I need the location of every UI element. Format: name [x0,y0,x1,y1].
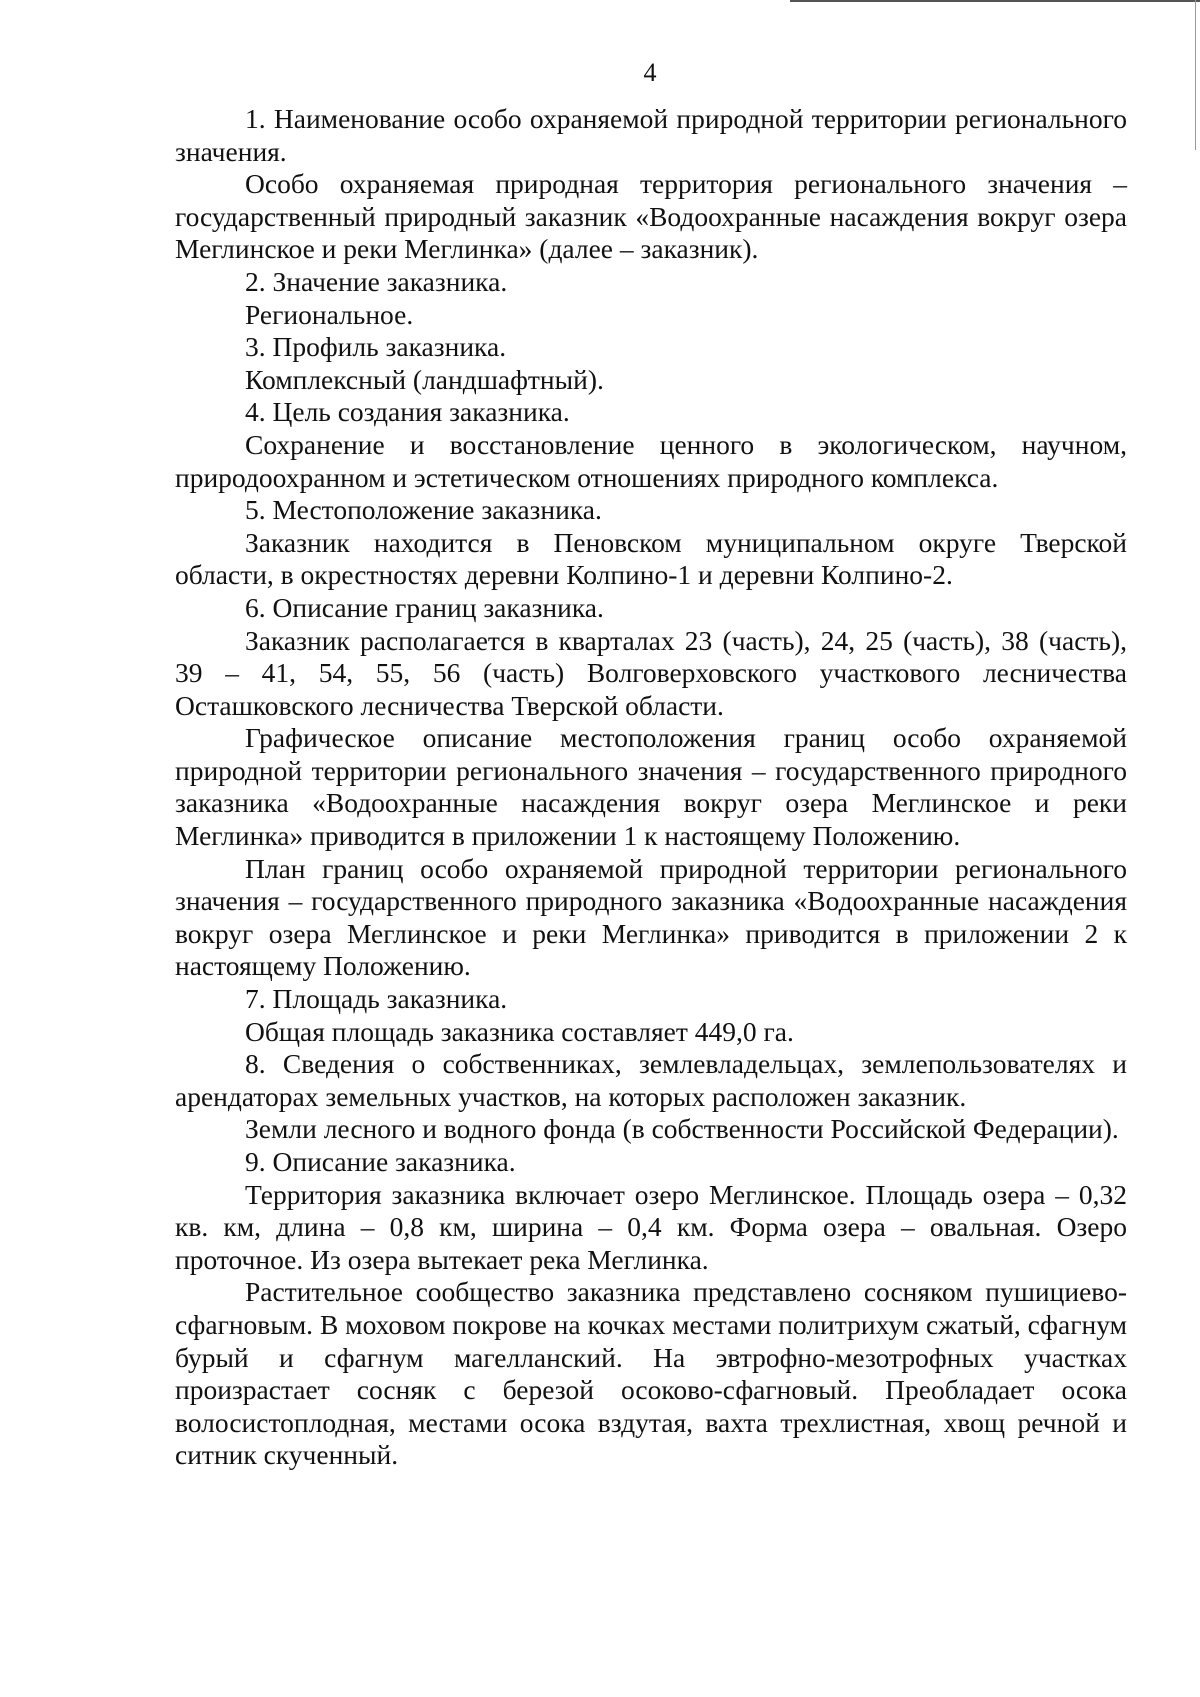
paragraph: Растительное сообщество заказника представлено сосняком пушициево-сфагновым. В моховом покрове на кочках местами политрихум сжатый, сфагнум бурый и сфагнум магелланский. На эвтрофно-мезотрофных участках произрастает сосняк с березой осоково-сфагновый. Преобладает осока волосистоплодная, местами осока вздутая, вахта трехлистная, хвощ речной и ситник скученный. [175,1276,1127,1471]
paragraph: Земли лесного и водного фонда (в собственности Российской Федерации). [245,1113,1119,1145]
paragraph: Особо охраняемая природная территория регионального значения – государственный природный заказник «Водоохранные насаждения вокруг озера Меглинское и реки Меглинка» (далее – заказник). [175,168,1127,265]
paragraph: Региональное. [245,298,414,330]
paragraph: Общая площадь заказника составляет 449,0 га. [245,1015,794,1047]
section-heading-1: 1. Наименование особо охраняемой природной территории регионального значения. [175,103,1127,167]
section-heading-4: 4. Цель создания заказника. [245,396,570,428]
paragraph: Заказник находится в Пеновском муниципальном округе Тверской области, в окрестностях деревни Колпино-1 и деревни Колпино-2. [175,526,1127,591]
section-heading-2: 2. Значение заказника. [245,265,508,297]
section-heading-5: 5. Местоположение заказника. [245,494,602,526]
document-body [175,103,1127,1472]
section-heading-3: 3. Профиль заказника. [245,331,507,363]
paragraph: Территория заказника включает озеро Меглинское. Площадь озера – 0,32 кв. км, длина – 0,8 км, ширина – 0,4 км. Форма озера – овальная. Озеро проточное. Из озера вытекает река Меглинка. [175,1178,1127,1275]
section-heading-6: 6. Описание границ заказника. [245,591,604,623]
paragraph: Заказник располагается в кварталах 23 (часть), 24, 25 (часть), 38 (часть), 39 – 41, 54, 55, 56 (часть) Волговерховского участкового лесничества Осташковского лесничества Тверской области. [175,624,1127,721]
section-heading-8: 8. Сведения о собственниках, землевладельцах, землепользователях и арендаторах земельных участков, на которых расположен заказник. [175,1048,1127,1112]
paragraph: Сохранение и восстановление ценного в экологическом, научном, природоохранном и эстетическом отношениях природного комплекса. [175,428,1127,493]
page-number: 4 [643,58,657,87]
section-heading-9: 9. Описание заказника. [245,1146,516,1177]
section-heading-7: 7. Площадь заказника. [245,983,508,1015]
scan-edge-line [790,0,1200,2]
paragraph: Комплексный (ландшафтный). [245,363,604,395]
paragraph: Графическое описание местоположения границ особо охраняемой природной территории регионального значения – государственного природного заказника «Водоохранные насаждения вокруг озера Меглинское и реки Меглинка» приводится в приложении 1 к настоящему Положению. [175,722,1127,852]
paragraph: План границ особо охраняемой природной территории регионального значения – государственного природного заказника «Водоохранные насаждения вокруг озера Меглинское и реки Меглинка» приводится в приложении 2 к настоящему Положению. [175,852,1127,982]
